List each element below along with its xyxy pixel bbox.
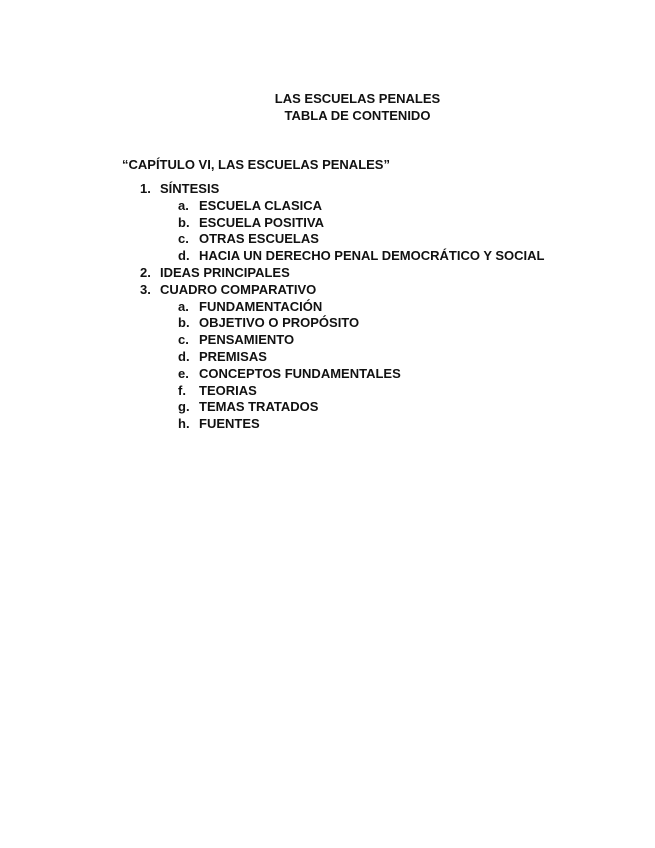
toc-subitem-letter: c.: [178, 332, 189, 348]
toc-subitem-label: CONCEPTOS FUNDAMENTALES: [199, 365, 401, 381]
toc-item-label: IDEAS PRINCIPALES: [160, 264, 290, 280]
document-title: LAS ESCUELAS PENALES: [274, 91, 441, 106]
toc-subitem-label: PREMISAS: [199, 348, 267, 364]
toc-subitem: [178, 416, 545, 433]
toc-subitem-label: FUNDAMENTACIÓN: [199, 298, 323, 314]
toc-subitem-letter: g.: [178, 399, 190, 415]
toc-subitem: [178, 198, 545, 215]
toc-subitem: [178, 399, 545, 416]
chapter-heading: “CAPÍTULO VI, LAS ESCUELAS PENALES”: [122, 157, 390, 172]
toc-subitem-label: OTRAS ESCUELAS: [199, 231, 319, 247]
title-block: [0, 90, 655, 124]
toc-subitem-label: FUENTES: [199, 416, 260, 432]
toc-subitem-letter: b.: [178, 214, 190, 230]
toc-subitem-label: ESCUELA CLASICA: [199, 197, 323, 213]
toc-subitem-label: HACIA UN DERECHO PENAL DEMOCRÁTICO Y SOCIAL: [199, 248, 545, 264]
toc-subitem-letter: d.: [178, 248, 190, 264]
toc-item-number: 2.: [140, 264, 151, 280]
document-subtitle: TABLA DE CONTENIDO: [284, 108, 431, 123]
toc-subitem-letter: d.: [178, 348, 190, 364]
toc-subitem-label: PENSAMIENTO: [199, 332, 295, 348]
toc-subitem-letter: c.: [178, 231, 189, 247]
toc-subitem-letter: e.: [178, 365, 189, 381]
toc-subitem: [178, 349, 545, 366]
toc-subitem-label: TEMAS TRATADOS: [199, 399, 319, 415]
toc-sublist: [140, 198, 545, 265]
toc-item-ideas-principales: [140, 265, 545, 282]
toc-subitem: [178, 231, 545, 248]
toc-item-label: CUADRO COMPARATIVO: [160, 281, 317, 297]
toc-subitem-label: TEORIAS: [199, 382, 257, 398]
toc-subitem: [178, 332, 545, 349]
toc-subitem-letter: f.: [178, 382, 186, 398]
toc-subitem-letter: a.: [178, 298, 189, 314]
toc-subitem: [178, 366, 545, 383]
toc-subitem: [178, 248, 545, 265]
toc-subitem-letter: b.: [178, 315, 190, 331]
toc-item-cuadro-comparativo: [140, 282, 545, 433]
toc-subitem: [178, 299, 545, 316]
toc-subitem-label: OBJETIVO O PROPÓSITO: [199, 315, 360, 331]
table-of-contents: [140, 181, 545, 433]
toc-item-number: 3.: [140, 281, 151, 297]
toc-item-label: SÍNTESIS: [160, 181, 220, 196]
toc-subitem: [178, 315, 545, 332]
toc-item-number: 1.: [140, 181, 151, 196]
toc-sublist: [140, 299, 545, 433]
toc-subitem-label: ESCUELA POSITIVA: [199, 214, 324, 230]
toc-subitem-letter: a.: [178, 197, 189, 213]
toc-subitem: [178, 383, 545, 400]
toc-subitem: [178, 215, 545, 232]
toc-subitem-letter: h.: [178, 416, 190, 432]
toc-item-sintesis: [140, 181, 545, 265]
